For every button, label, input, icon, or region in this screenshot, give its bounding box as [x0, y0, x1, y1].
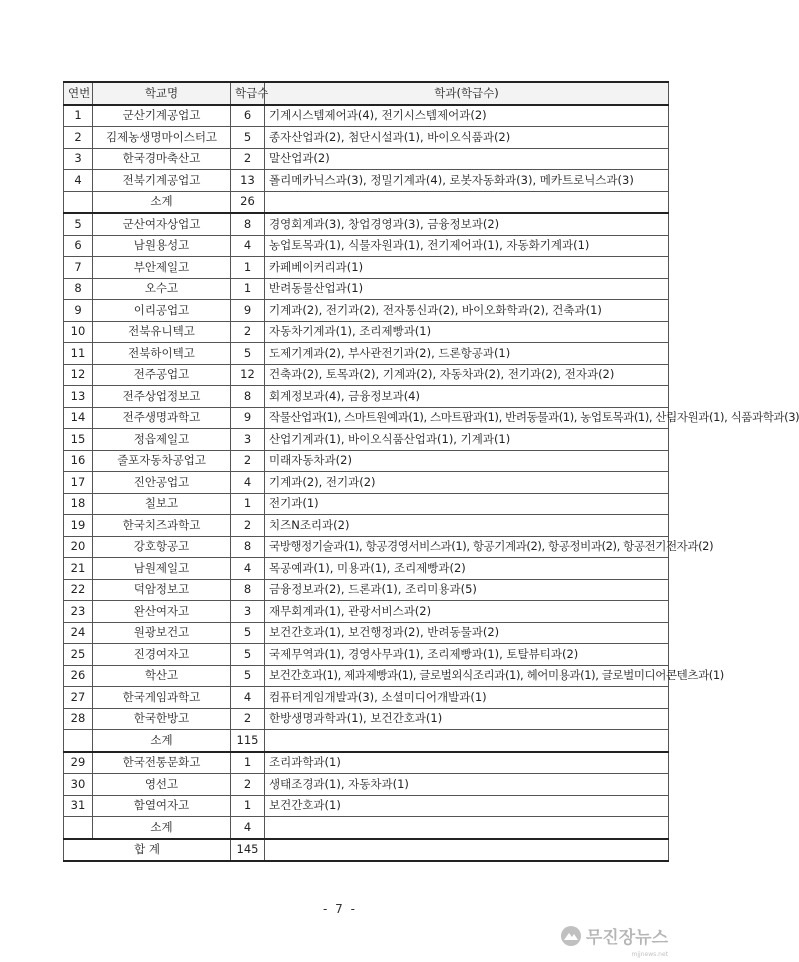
department-list: 경영회계과(3), 창업경영과(3), 금융정보과(2) [265, 213, 669, 235]
department-list: 기계시스템제어과(4), 전기시스템제어과(2) [265, 105, 669, 127]
row-number: 24 [64, 622, 93, 644]
department-list: 목공예과(1), 미용과(1), 조리제빵과(2) [265, 558, 669, 580]
row-number: 19 [64, 515, 93, 537]
class-count: 1 [231, 493, 265, 515]
row-number: 18 [64, 493, 93, 515]
subtotal-empty-cell [265, 730, 669, 752]
school-name: 전주공업고 [93, 364, 231, 386]
total-row [64, 839, 669, 862]
subtotal-empty-cell [64, 730, 93, 752]
department-list: 카페베이커리과(1) [265, 257, 669, 279]
school-name: 한국한방고 [93, 708, 231, 730]
table-header-row [64, 82, 669, 105]
school-name: 오수고 [93, 278, 231, 300]
row-number: 8 [64, 278, 93, 300]
school-name: 영선고 [93, 774, 231, 796]
subtotal-classes: 115 [231, 730, 265, 752]
row-number: 30 [64, 774, 93, 796]
department-list: 국방행정기술과(1), 항공경영서비스과(1), 항공기계과(2), 항공정비과(2), 항공전기전자과(2) [265, 536, 669, 558]
school-name: 강호항공고 [93, 536, 231, 558]
table-row [64, 795, 669, 817]
table-row [64, 774, 669, 796]
school-name: 칠보고 [93, 493, 231, 515]
watermark-sub: mjjnews.net [631, 951, 668, 958]
table-row [64, 321, 669, 343]
department-list: 종자산업과(2), 첨단시설과(1), 바이오식품과(2) [265, 127, 669, 149]
table-row [64, 665, 669, 687]
class-count: 1 [231, 795, 265, 817]
school-name: 덕암정보고 [93, 579, 231, 601]
department-list: 한방생명과학과(1), 보건간호과(1) [265, 708, 669, 730]
school-name: 전북유니텍고 [93, 321, 231, 343]
school-name: 한국치즈과학고 [93, 515, 231, 537]
subtotal-label: 소계 [93, 730, 231, 752]
subtotal-label: 소계 [93, 191, 231, 213]
department-list: 보건간호과(1), 제과제빵과(1), 글로벌외식조리과(1), 헤어미용과(1), 글로벌미디어콘텐츠과(1) [265, 665, 669, 687]
row-number: 10 [64, 321, 93, 343]
table-row [64, 536, 669, 558]
department-list: 조리과학과(1) [265, 752, 669, 774]
department-list: 보건간호과(1), 보건행정과(2), 반려동물과(2) [265, 622, 669, 644]
school-name: 진안공업고 [93, 472, 231, 494]
class-count: 8 [231, 536, 265, 558]
department-list: 폴리메카닉스과(3), 정밀기계과(4), 로봇자동화과(3), 메카트로닉스과(3) [265, 170, 669, 192]
school-name: 줄포자동차공업고 [93, 450, 231, 472]
class-count: 5 [231, 665, 265, 687]
school-name: 이리공업고 [93, 300, 231, 322]
row-number: 21 [64, 558, 93, 580]
subtotal-row [64, 730, 669, 752]
row-number: 26 [64, 665, 93, 687]
department-list: 금융정보과(2), 드론과(1), 조리미용과(5) [265, 579, 669, 601]
department-list: 생태조경과(1), 자동차과(1) [265, 774, 669, 796]
row-number: 22 [64, 579, 93, 601]
class-count: 6 [231, 105, 265, 127]
table-row [64, 472, 669, 494]
table-row [64, 300, 669, 322]
class-count: 4 [231, 235, 265, 257]
department-list: 산업기계과(1), 바이오식품산업과(1), 기계과(1) [265, 429, 669, 451]
department-list: 보건간호과(1) [265, 795, 669, 817]
class-count: 1 [231, 752, 265, 774]
class-count: 3 [231, 601, 265, 623]
subtotal-classes: 4 [231, 817, 265, 839]
table-row [64, 386, 669, 408]
school-name: 전북하이텍고 [93, 343, 231, 365]
subtotal-classes: 26 [231, 191, 265, 213]
table-row [64, 105, 669, 127]
table-row [64, 407, 669, 429]
subtotal-label: 소계 [93, 817, 231, 839]
row-number: 27 [64, 687, 93, 709]
row-number: 6 [64, 235, 93, 257]
subtotal-row [64, 817, 669, 839]
school-name: 함열여자고 [93, 795, 231, 817]
department-list: 회계정보과(4), 금융정보과(4) [265, 386, 669, 408]
header-school: 학교명 [93, 82, 231, 105]
table-row [64, 257, 669, 279]
table-row [64, 601, 669, 623]
class-count: 4 [231, 558, 265, 580]
row-number: 5 [64, 213, 93, 235]
row-number: 25 [64, 644, 93, 666]
table-row [64, 364, 669, 386]
row-number: 7 [64, 257, 93, 279]
row-number: 23 [64, 601, 93, 623]
row-number: 14 [64, 407, 93, 429]
class-count: 2 [231, 708, 265, 730]
class-count: 5 [231, 644, 265, 666]
school-name: 한국전통문화고 [93, 752, 231, 774]
class-count: 9 [231, 300, 265, 322]
department-list: 도제기계과(2), 부사관전기과(2), 드론항공과(1) [265, 343, 669, 365]
class-count: 4 [231, 472, 265, 494]
department-list: 농업토목과(1), 식물자원과(1), 전기제어과(1), 자동화기계과(1) [265, 235, 669, 257]
school-name: 원광보건고 [93, 622, 231, 644]
class-count: 13 [231, 170, 265, 192]
department-list: 전기과(1) [265, 493, 669, 515]
class-count: 5 [231, 343, 265, 365]
class-count: 2 [231, 515, 265, 537]
class-count: 3 [231, 429, 265, 451]
total-empty-cell [265, 839, 669, 862]
table-row [64, 493, 669, 515]
class-count: 2 [231, 321, 265, 343]
table-body [64, 105, 799, 862]
class-count: 2 [231, 774, 265, 796]
watermark-text: 무진장뉴스 [585, 928, 668, 948]
table-row [64, 752, 669, 774]
header-classes: 학급수 [231, 82, 265, 105]
total-classes: 145 [231, 839, 265, 862]
school-name: 남원제일고 [93, 558, 231, 580]
table-row [64, 213, 669, 235]
class-count: 2 [231, 450, 265, 472]
school-name: 완산여자고 [93, 601, 231, 623]
school-name: 군산여자상업고 [93, 213, 231, 235]
class-count: 5 [231, 127, 265, 149]
department-list: 치즈N조리과(2) [265, 515, 669, 537]
class-count: 12 [231, 364, 265, 386]
class-count: 8 [231, 386, 265, 408]
department-list: 기계과(2), 전기과(2), 전자통신과(2), 바이오화학과(2), 건축과(1) [265, 300, 669, 322]
class-count: 1 [231, 257, 265, 279]
school-name: 전북기계공업고 [93, 170, 231, 192]
watermark [560, 923, 668, 948]
table-row [64, 644, 669, 666]
row-number: 13 [64, 386, 93, 408]
subtotal-empty-cell [265, 817, 669, 839]
department-list: 건축과(2), 토목과(2), 기계과(2), 자동차과(2), 전기과(2), 전자과(2) [265, 364, 669, 386]
department-list: 반려동물산업과(1) [265, 278, 669, 300]
row-number: 16 [64, 450, 93, 472]
schools-table [63, 81, 799, 862]
school-name: 남원용성고 [93, 235, 231, 257]
department-list: 컴퓨터게임개발과(3), 소셜미디어개발과(1) [265, 687, 669, 709]
department-list: 기계과(2), 전기과(2) [265, 472, 669, 494]
row-number: 1 [64, 105, 93, 127]
school-name: 학산고 [93, 665, 231, 687]
class-count: 1 [231, 278, 265, 300]
row-number: 9 [64, 300, 93, 322]
school-name: 전주상업정보고 [93, 386, 231, 408]
table-row [64, 515, 669, 537]
row-number: 3 [64, 148, 93, 170]
school-name: 한국경마축산고 [93, 148, 231, 170]
department-list: 작물산업과(1), 스마트원예과(1), 스마트팜과(1), 반려동물과(1), 농업토목과(1), 산림자원과(1), 식품과학과(3) [265, 407, 669, 429]
department-list: 재무회계과(1), 관광서비스과(2) [265, 601, 669, 623]
class-count: 5 [231, 622, 265, 644]
subtotal-empty-cell [64, 191, 93, 213]
total-label: 합 계 [64, 839, 231, 862]
subtotal-empty-cell [265, 191, 669, 213]
school-name: 진경여자고 [93, 644, 231, 666]
class-count: 8 [231, 579, 265, 601]
table-row [64, 687, 669, 709]
table-row [64, 450, 669, 472]
subtotal-empty-cell [64, 817, 93, 839]
table-row [64, 558, 669, 580]
school-name: 김제농생명마이스터고 [93, 127, 231, 149]
row-number: 31 [64, 795, 93, 817]
row-number: 29 [64, 752, 93, 774]
header-departments: 학과(학급수) [265, 82, 669, 105]
row-number: 2 [64, 127, 93, 149]
table-row [64, 708, 669, 730]
row-number: 20 [64, 536, 93, 558]
row-number: 11 [64, 343, 93, 365]
table-row [64, 429, 669, 451]
class-count: 2 [231, 148, 265, 170]
table-row [64, 343, 669, 365]
header-no: 연번 [64, 82, 93, 105]
row-number: 15 [64, 429, 93, 451]
department-list: 미래자동차과(2) [265, 450, 669, 472]
department-list: 자동차기계과(1), 조리제빵과(1) [265, 321, 669, 343]
class-count: 9 [231, 407, 265, 429]
row-number: 12 [64, 364, 93, 386]
department-list: 말산업과(2) [265, 148, 669, 170]
watermark-logo-icon [560, 925, 582, 947]
table-row [64, 127, 669, 149]
row-number: 4 [64, 170, 93, 192]
class-count: 8 [231, 213, 265, 235]
school-name: 군산기계공업고 [93, 105, 231, 127]
page-number: - 7 - [323, 902, 357, 916]
row-number: 17 [64, 472, 93, 494]
class-count: 4 [231, 687, 265, 709]
table-row [64, 170, 669, 192]
school-name: 부안제일고 [93, 257, 231, 279]
table-row [64, 278, 669, 300]
table-row [64, 579, 669, 601]
school-name: 한국게임과학고 [93, 687, 231, 709]
school-name: 정읍제일고 [93, 429, 231, 451]
table-row [64, 235, 669, 257]
school-name: 전주생명과학고 [93, 407, 231, 429]
row-number: 28 [64, 708, 93, 730]
subtotal-row [64, 191, 669, 213]
table-row [64, 148, 669, 170]
department-list: 국제무역과(1), 경영사무과(1), 조리제빵과(1), 토탈뷰티과(2) [265, 644, 669, 666]
table-row [64, 622, 669, 644]
